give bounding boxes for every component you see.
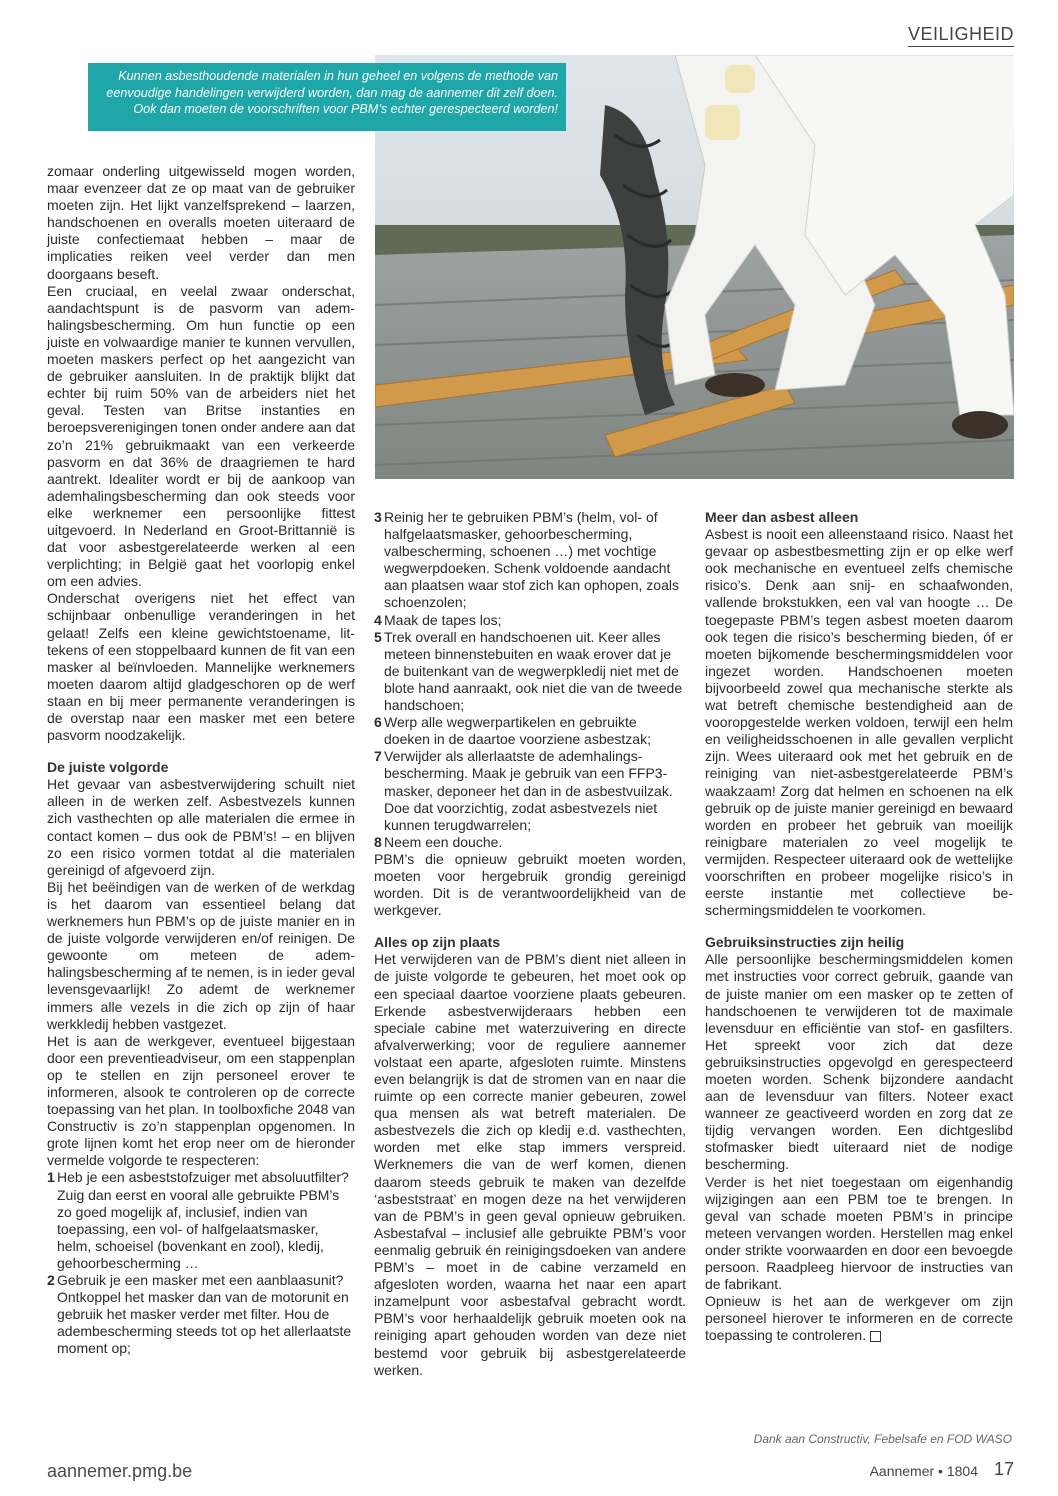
- step-text: Werp alle wegwerpartikelen en gebruikte doeken in de daartoe voorziene asbestzak;: [384, 714, 651, 748]
- paragraph: Alle persoonlijke beschermingsmiddelen komen met instructies voor correct gebruik, gaande van de juiste manier om een masker op te zetten of handschoenen te verwijderen tot de maximale levensduur en efficiëntie van stof- en gasfilters. Het spreekt voor zich dat deze gebruiksinstructies opgevolgd en gerespecteerd moeten worden. Schenk bijzondere aandacht aan de levensduur van filters. Noteer exact wanneer ze geactiveerd worden en zorg dat ze tijdig vervangen worden. Een dichtgeslibd stofmasker biedt uiteraard niet de nodige bescherming.: [705, 951, 1013, 1173]
- paragraph: Onderschat overigens niet het effect van schijnbaar onbenullige veranderingen in het gelaat! Zelfs een kleine gewichtstoename, littekens of een stoppelbaard kunnen de fit van een masker al beïnvloeden. Mannelijke werknemers moeten daarom altijd gladgeschoren op de werf staan en bij meer permanente veranderingen is de overstap naar een masker met een betere pasvorm noodzakelijk.: [47, 590, 355, 744]
- paragraph: PBM’s die opnieuw gebruikt moeten worden, moeten voor hergebruik grondig gereinigd worden. Dit is de verantwoordelijkheid van de werkgever.: [374, 850, 686, 919]
- column-1: [47, 163, 355, 1357]
- paragraph: Verder is het niet toegestaan om eigenhandig wijzigingen aan een PBM toe te brengen. In geval van schade moeten PBM’s in principe meteen vervangen worden. Herstellen mag enkel onder strikte voorwaarden en door een bevoegde persoon. Raadpleeg hiervoor de instructies van de fabrikant.: [705, 1173, 1013, 1293]
- steps-list: [47, 1169, 355, 1357]
- paragraph: [705, 1293, 1013, 1344]
- step-item: [374, 509, 686, 612]
- step-number: 6: [374, 714, 382, 731]
- credit-line: Dank aan Constructiv, Febelsafe en FOD WASO: [753, 1432, 1012, 1446]
- step-number: 1: [47, 1169, 55, 1186]
- step-number: 5: [374, 628, 382, 645]
- step-item: [374, 714, 686, 748]
- step-number: 7: [374, 748, 382, 765]
- footer-magazine: Aannemer • 1804: [869, 1463, 978, 1479]
- page-number: 17: [993, 1459, 1014, 1479]
- step-item: [47, 1169, 355, 1272]
- column-3: [705, 509, 1013, 1345]
- footer-url-link[interactable]: aannemer.pmg.be: [47, 1461, 193, 1481]
- step-number: 8: [374, 833, 382, 850]
- step-item: [374, 748, 686, 833]
- caption-line: Kunnen asbesthoudende materialen in hun geheel en volgens de methode van: [118, 69, 558, 83]
- step-number: 4: [374, 611, 382, 628]
- paragraph: Een cruciaal, en veelal zwaar onderschat, aandachtspunt is de pasvorm van ademhalingsbescherming. Om hun functie op een juiste en volwaardige manier te kunnen vervullen, moeten maskers perfect op het aangezicht van de gebruiker aansluiten. In de praktijk blijkt dat echter bij ruim 50% van de arbeiders niet het geval. Testen van Britse instanties en beroepsverenigingen tonen onder andere aan dat zo’n 21% gebruikmaakt van een verkeerde pasvorm en dat 36% de draagriemen te hard aantrekt. Idealiter wordt er bij de aankoop van ademhalingsbescherming dan ook steeds voor elke werknemer een persoonlijke fittest uitgevoerd. In Nederland en Groot-Brittannië is dat voor asbestgerelateerde werken al een verplichting; in België gaat het voorlopig enkel om een advies.: [47, 282, 355, 590]
- column-2: [374, 509, 686, 1379]
- step-text: Heb je een asbeststofzuiger met absoluutfilter? Zuig dan eerst en vooral alle gebruikte PBM’s zo goed mogelijk af, inclusief, indien van toepassing, een vol- of halfgelaatsmasker, helm, schoeisel (bovenkant en zool), kledij, gehoorbescherming …: [57, 1169, 349, 1271]
- paragraph: zomaar onderling uitgewisseld mogen worden, maar evenzeer dat ze op maat van de gebruiker moeten zijn. Het lijkt vanzelfsprekend – laarzen, handschoenen en overalls moeten uiteraard de juiste confectiemaat hebben – maar de implicaties reiken veel verder dan men doorgaans beseft.: [47, 163, 355, 282]
- subheading-gebruiksinstructies: Gebruiksinstructies zijn heilig: [705, 934, 905, 951]
- subheading-juiste-volgorde: De juiste volgorde: [47, 759, 169, 776]
- paragraph: Het is aan de werkgever, eventueel bijgestaan door een preventieadviseur, om een stappenplan op te stellen en zijn personeel erover te informeren, alsook te controleren op de correcte toepassing van het plan. In toolboxfiche 2048 van Constructiv is zo’n stappenplan opgenomen. In grote lijnen komt het erop neer om de hieronder vermelde volgorde te respecteren:: [47, 1032, 355, 1169]
- step-text: Gebruik je een masker met een aanblaasunit? Ontkoppel het masker dan van de motorunit en gebruik het masker verder met filter. Hou de adembescherming steeds tot op het allerlaatste moment op;: [57, 1272, 352, 1357]
- step-text: Reinig her te gebruiken PBM’s (helm, vol- of halfgelaatsmasker, gehoorbescherming, valbescherming, schoenen …) met vochtige wegwerpdoeken. Schenk voldoende aandacht aan plaatsen waar stof zich kan ophopen, zoals schoenzolen;: [384, 509, 679, 611]
- paragraph: Het verwijderen van de PBM’s dient niet alleen in de juiste volgorde te gebeuren, het moet ook op een speciaal daartoe voorziene plaats gebeuren. Erkende asbestverwijderaars hebben een speciale cabine met waterzuivering en directe afvalverwerking; voor de reguliere aannemer volstaat een aparte, afgesloten ruimte. Minstens even belangrijk is dat de stromen van en naar die ruimte op een correcte manier gebeuren, zowel qua mensen als wat betreft materialen. De asbestvezels die zich op kledij e.d. vasthechten, worden met elke stap immers verspreid. Werknemers die van de werf komen, dienen daarom steeds gebruik te maken van dezelfde ‘asbeststraat’ en mogen deze na het verwijderen van de PBM’s in geen geval opnieuw gebruiken. Asbestafval – inclusief alle gebruikte PBM’s voor eenmalig gebruik én reinigingsdoeken van andere PBM’s – moet in de cabine verzameld en afgesloten worden, waarna het naar een apart inzamelpunt voor asbestafval gebracht wordt. PBM’s voor herhaaldelijk gebruik moeten ook na reiniging apart gehouden worden van deze niet bestemd voor gebruik bij asbestgerelateerde werken.: [374, 951, 686, 1378]
- step-number: 3: [374, 509, 382, 525]
- step-item: [374, 629, 686, 714]
- subheading-alles-op-zijn-plaats: Alles op zijn plaats: [374, 934, 501, 951]
- photo-caption: [88, 63, 566, 131]
- step-text: Verwijder als allerlaatste de ademhalingsbescherming. Maak je gebruik van een FFP3-masker, deponeer het dan in de asbestvuilzak. Doe dat voorzichtig, zodat asbestvezels niet kunnen terugdwarrelen;: [384, 748, 673, 833]
- step-item: [374, 612, 686, 629]
- step-item: [47, 1272, 355, 1357]
- step-text: Maak de tapes los;: [384, 611, 502, 628]
- caption-line: eenvoudige handelingen verwijderd worden, dan mag de aannemer dit zelf doen.: [106, 85, 558, 100]
- step-item: [374, 834, 686, 851]
- end-of-article-icon: [870, 1331, 881, 1342]
- section-tag: VEILIGHEID: [908, 24, 1014, 47]
- step-text: Neem een douche.: [384, 833, 503, 850]
- paragraph: Asbest is nooit een alleenstaand risico. Naast het gevaar op asbestbesmetting zijn er op elke werf ook mechanische en eventueel zelfs chemische risico’s. Denk aan snij- en schaafwonden, vallende brokstukken, een val van hoogte … De toegepaste PBM’s tegen asbest moeten daarom ook tegen die risico’s bescherming bieden, óf er moeten bijkomende beschermingsmiddelen voor ingezet worden. Handschoenen moeten bijvoorbeeld zowel qua mechanische sterkte als wat betreft chemische bestendigheid aan de vooropgestelde werken voldoen, terwijl een helm en veiligheidsschoenen in alle gevallen verplicht zijn. Wees uiteraard ook met het gebruik en de reiniging van niet-asbestgerelateerde PBM’s waakzaam! Zorg dat helmen en schoenen na elk gebruik op de juiste manier gereinigd en bewaard worden en probeer het gebruik van moeilijk reinigbare materialen zo veel mogelijk te vermijden. Respecteer uiteraard ook de wettelijke voorschriften en probeer mogelijke risico’s in eerste instantie met collectieve beschermingsmiddelen te voorkomen.: [705, 526, 1013, 919]
- subheading-meer-dan-asbest: Meer dan asbest alleen: [705, 509, 859, 525]
- caption-line: Ook dan moeten de voorschriften voor PBM’s echter gerespecteerd worden!: [133, 102, 558, 116]
- paragraph: Het gevaar van asbestverwijdering schuilt niet alleen in de werken zelf. Asbestvezels kunnen zich vasthechten op alle materialen die ermee in contact komen – dus ook de PBM’s! – en blijven zo een risico vormen totdat al die materialen gereinigd of afgevoerd zijn.: [47, 776, 355, 878]
- steps-list: [374, 509, 686, 851]
- paragraph-text: Opnieuw is het aan de werkgever om zijn personeel hierover te informeren en de correcte toepassing te controleren.: [705, 1293, 1013, 1344]
- paragraph: Bij het beëindigen van de werken of de werkdag is het daarom van essentieel belang dat werknemers hun PBM’s op de juiste manier en in de juiste volgorde verwijderen en/of reinigen. De gewoonte om meteen de ademhalingsbescherming af te nemen, is in ieder geval levensgevaarlijk! Zo ademt de werknemer immers alle vezels in die zich op zijn of haar werkkledij hebben vastgezet.: [47, 878, 355, 1032]
- step-number: 2: [47, 1272, 55, 1288]
- step-text: Trek overall en handschoenen uit. Keer alles meteen binnenstebuiten en waak erover dat je de buitenkant van de wegwerpkledij niet met de blote hand aanraakt, ook niet die van de tweede handschoen;: [384, 628, 683, 714]
